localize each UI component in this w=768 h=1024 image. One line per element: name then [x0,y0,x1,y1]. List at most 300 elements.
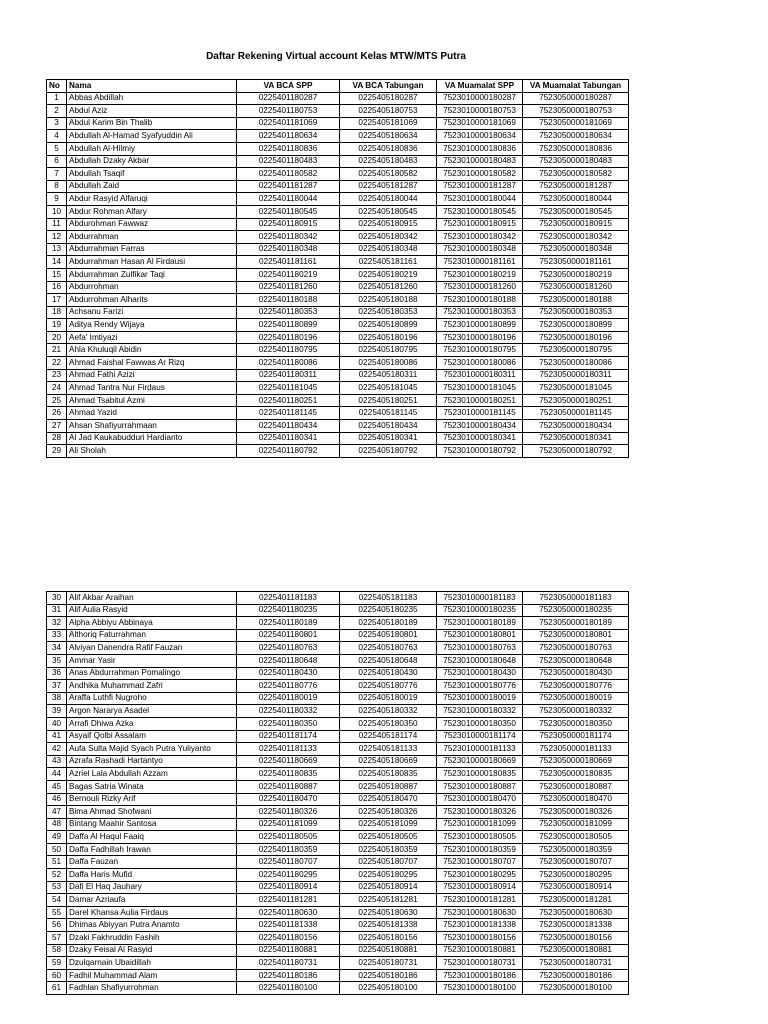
cell-va-muamalat-tabungan: 7523050000180795 [523,344,629,357]
cell-no: 40 [47,717,67,730]
cell-nama: Dzaky Feisal Al Rasyid [67,944,237,957]
cell-no: 36 [47,667,67,680]
cell-va-muamalat-tabungan: 7523050000181133 [523,743,629,756]
cell-va-muamalat-spp: 7523010000180915 [437,218,523,231]
table-header-row [47,80,629,93]
cell-va-muamalat-tabungan: 7523050000180251 [523,394,629,407]
cell-va-bca-spp: 0225401180188 [237,294,340,307]
table-row [47,642,629,655]
cell-no: 9 [47,193,67,206]
cell-va-bca-spp: 0225401180836 [237,142,340,155]
cell-nama: Ahsan Shafiyurrahmaan [67,420,237,433]
cell-va-bca-tabungan: 0225405180753 [340,105,437,118]
cell-va-bca-spp: 0225401180792 [237,445,340,458]
cell-va-bca-tabungan: 0225405181287 [340,180,437,193]
cell-va-muamalat-tabungan: 7523050000180505 [523,831,629,844]
cell-va-muamalat-spp: 7523010000180287 [437,92,523,105]
cell-va-muamalat-tabungan: 7523050000180219 [523,268,629,281]
cell-va-muamalat-tabungan: 7523050000180287 [523,92,629,105]
cell-va-bca-spp: 0225401181133 [237,743,340,756]
table-row [47,142,629,155]
cell-va-muamalat-spp: 7523010000180763 [437,642,523,655]
va-table-1 [46,79,629,458]
cell-nama: Abdur Rasyid Alfaruqi [67,193,237,206]
cell-va-bca-spp: 0225401180915 [237,218,340,231]
cell-no: 2 [47,105,67,118]
cell-no: 14 [47,256,67,269]
cell-va-muamalat-spp: 7523010000180545 [437,205,523,218]
cell-va-muamalat-spp: 7523010000180792 [437,445,523,458]
table-row [47,256,629,269]
cell-va-muamalat-tabungan: 7523050000181045 [523,382,629,395]
cell-va-bca-spp: 0225401180341 [237,432,340,445]
cell-nama: Abdul Karim Bin Thalib [67,117,237,130]
cell-va-bca-tabungan: 0225405180915 [340,218,437,231]
cell-va-muamalat-tabungan: 7523050000181287 [523,180,629,193]
cell-va-muamalat-spp: 7523010000181174 [437,730,523,743]
table-row [47,755,629,768]
cell-va-muamalat-tabungan: 7523050000180342 [523,231,629,244]
table-row [47,969,629,982]
cell-va-muamalat-spp: 7523010000180899 [437,319,523,332]
cell-va-bca-tabungan: 0225405180669 [340,755,437,768]
cell-va-bca-spp: 0225401181145 [237,407,340,420]
cell-va-bca-tabungan: 0225405181069 [340,117,437,130]
cell-no: 7 [47,168,67,181]
cell-va-bca-tabungan: 0225405180100 [340,982,437,995]
cell-va-muamalat-tabungan: 7523050000180186 [523,969,629,982]
cell-va-bca-spp: 0225401180326 [237,806,340,819]
cell-nama: Ahmad Yazid [67,407,237,420]
cell-va-muamalat-spp: 7523010000181069 [437,117,523,130]
cell-no: 5 [47,142,67,155]
table-row [47,294,629,307]
cell-va-muamalat-tabungan: 7523050000180235 [523,604,629,617]
table-row [47,268,629,281]
cell-no: 29 [47,445,67,458]
table-row [47,692,629,705]
cell-va-bca-tabungan: 0225405180189 [340,617,437,630]
cell-no: 20 [47,331,67,344]
cell-va-bca-tabungan: 0225405180196 [340,331,437,344]
cell-va-bca-spp: 0225401180634 [237,130,340,143]
cell-va-muamalat-spp: 7523010000180776 [437,680,523,693]
cell-va-bca-tabungan: 0225405181045 [340,382,437,395]
cell-va-muamalat-spp: 7523010000181133 [437,743,523,756]
cell-va-bca-tabungan: 0225405180341 [340,432,437,445]
page-title: Daftar Rekening Virtual account Kelas MTW/MTS Putra [206,51,466,62]
cell-va-bca-spp: 0225401181281 [237,894,340,907]
cell-va-bca-tabungan: 0225405180332 [340,705,437,718]
table-row [47,231,629,244]
cell-va-bca-tabungan: 0225405180156 [340,932,437,945]
cell-va-muamalat-spp: 7523010000181045 [437,382,523,395]
cell-va-bca-spp: 0225401180086 [237,357,340,370]
table-row [47,667,629,680]
cell-va-bca-tabungan: 0225405181183 [340,592,437,605]
cell-va-muamalat-tabungan: 7523050000180359 [523,843,629,856]
cell-no: 60 [47,969,67,982]
cell-va-bca-spp: 0225401180776 [237,680,340,693]
cell-no: 56 [47,919,67,932]
table-row [47,331,629,344]
cell-no: 37 [47,680,67,693]
cell-no: 47 [47,806,67,819]
cell-va-muamalat-tabungan: 7523050000180914 [523,881,629,894]
table-row [47,730,629,743]
cell-va-bca-spp: 0225401180887 [237,780,340,793]
cell-nama: Ahmad Faishal Fawwas Ar Rizq [67,357,237,370]
cell-nama: Fadhlan Shafiyurrohman [67,982,237,995]
cell-va-bca-tabungan: 0225405180836 [340,142,437,155]
cell-nama: Abdurrohman [67,281,237,294]
cell-no: 10 [47,205,67,218]
cell-va-bca-spp: 0225401180019 [237,692,340,705]
cell-va-muamalat-tabungan: 7523050000180434 [523,420,629,433]
cell-nama: Dzaki Fakhruddin Fashih [67,932,237,945]
cell-no: 24 [47,382,67,395]
cell-nama: Daffa Fadhillah Irawan [67,843,237,856]
cell-va-bca-tabungan: 0225405180342 [340,231,437,244]
cell-nama: Arrafi Dhiwa Azka [67,717,237,730]
table-row [47,193,629,206]
cell-nama: Alviyan Danendra Rafif Fauzan [67,642,237,655]
cell-va-muamalat-tabungan: 7523050000181183 [523,592,629,605]
cell-va-bca-tabungan: 0225405180019 [340,692,437,705]
table-row [47,407,629,420]
table-row [47,382,629,395]
cell-va-muamalat-spp: 7523010000180332 [437,705,523,718]
cell-va-bca-tabungan: 0225405180186 [340,969,437,982]
cell-va-bca-tabungan: 0225405180430 [340,667,437,680]
cell-va-bca-spp: 0225401181287 [237,180,340,193]
cell-va-muamalat-tabungan: 7523050000180887 [523,780,629,793]
cell-no: 12 [47,231,67,244]
table-row [47,420,629,433]
cell-va-muamalat-spp: 7523010000180836 [437,142,523,155]
cell-no: 19 [47,319,67,332]
cell-va-muamalat-tabungan: 7523050000180792 [523,445,629,458]
cell-va-muamalat-tabungan: 7523050000180915 [523,218,629,231]
header-no: No [47,80,67,93]
cell-va-muamalat-tabungan: 7523050000180100 [523,982,629,995]
cell-va-muamalat-tabungan: 7523050000180763 [523,642,629,655]
cell-va-muamalat-spp: 7523010000181099 [437,818,523,831]
cell-va-muamalat-tabungan: 7523050000180332 [523,705,629,718]
cell-va-bca-tabungan: 0225405180086 [340,357,437,370]
table-row [47,394,629,407]
cell-va-bca-tabungan: 0225405180582 [340,168,437,181]
cell-nama: Alif Akbar Araihan [67,592,237,605]
cell-va-bca-tabungan: 0225405181338 [340,919,437,932]
cell-va-muamalat-spp: 7523010000180801 [437,629,523,642]
cell-va-bca-spp: 0225401180753 [237,105,340,118]
header-nama: Nama [67,80,237,93]
cell-va-muamalat-tabungan: 7523050000180801 [523,629,629,642]
table-row [47,768,629,781]
cell-nama: Damar Azriaufa [67,894,237,907]
cell-nama: Aefa' Imtiyazi [67,331,237,344]
cell-no: 27 [47,420,67,433]
cell-va-muamalat-tabungan: 7523050000180731 [523,957,629,970]
table-row [47,155,629,168]
table-row [47,944,629,957]
cell-va-muamalat-spp: 7523010000180350 [437,717,523,730]
table-row [47,319,629,332]
table-row [47,205,629,218]
cell-no: 3 [47,117,67,130]
cell-va-muamalat-tabungan: 7523050000181069 [523,117,629,130]
cell-va-muamalat-spp: 7523010000180188 [437,294,523,307]
cell-nama: Daffa Haris Mufid [67,869,237,882]
cell-no: 17 [47,294,67,307]
cell-va-muamalat-spp: 7523010000180835 [437,768,523,781]
cell-va-bca-tabungan: 0225405180731 [340,957,437,970]
cell-va-muamalat-spp: 7523010000180219 [437,268,523,281]
cell-va-muamalat-spp: 7523010000180326 [437,806,523,819]
cell-va-muamalat-tabungan: 7523050000181338 [523,919,629,932]
cell-va-bca-tabungan: 0225405180188 [340,294,437,307]
cell-no: 51 [47,856,67,869]
table-row [47,130,629,143]
cell-va-bca-tabungan: 0225405180359 [340,843,437,856]
cell-va-bca-tabungan: 0225405180545 [340,205,437,218]
cell-no: 30 [47,592,67,605]
cell-nama: Ahmad Fathi Azizi [67,369,237,382]
cell-va-muamalat-tabungan: 7523050000181281 [523,894,629,907]
cell-no: 39 [47,705,67,718]
cell-nama: Dhimas Abiyyan Putra Anamto [67,919,237,932]
cell-va-muamalat-spp: 7523010000180086 [437,357,523,370]
cell-va-bca-spp: 0225401181069 [237,117,340,130]
cell-va-bca-tabungan: 0225405181174 [340,730,437,743]
cell-nama: Andhika Muhammad Zafri [67,680,237,693]
table-row [47,717,629,730]
cell-va-muamalat-tabungan: 7523050000180776 [523,680,629,693]
cell-va-bca-spp: 0225401180359 [237,843,340,856]
cell-va-bca-spp: 0225401180219 [237,268,340,281]
cell-nama: Aufa Sulta Majid Syach Putra Yuliyanto [67,743,237,756]
cell-va-bca-tabungan: 0225405180887 [340,780,437,793]
cell-nama: Bernouli Rizky Arif [67,793,237,806]
cell-va-muamalat-spp: 7523010000181145 [437,407,523,420]
cell-va-muamalat-tabungan: 7523050000180044 [523,193,629,206]
cell-va-bca-tabungan: 0225405180881 [340,944,437,957]
table-row [47,281,629,294]
cell-nama: Abdurrahman Farras [67,243,237,256]
cell-va-bca-spp: 0225401180669 [237,755,340,768]
cell-no: 22 [47,357,67,370]
cell-va-muamalat-tabungan: 7523050000180019 [523,692,629,705]
cell-va-muamalat-spp: 7523010000180434 [437,420,523,433]
cell-va-bca-spp: 0225401181161 [237,256,340,269]
cell-va-muamalat-tabungan: 7523050000180669 [523,755,629,768]
cell-nama: Ahmad Tantra Nur Firdaus [67,382,237,395]
cell-va-bca-tabungan: 0225405180251 [340,394,437,407]
cell-va-bca-spp: 0225401180196 [237,331,340,344]
table-row [47,180,629,193]
cell-va-bca-tabungan: 0225405180795 [340,344,437,357]
table-row [47,818,629,831]
table-row [47,680,629,693]
cell-nama: Abdullah Al-Hamad Syafyuddin Ali [67,130,237,143]
cell-no: 8 [47,180,67,193]
cell-va-muamalat-tabungan: 7523050000181099 [523,818,629,831]
cell-va-muamalat-tabungan: 7523050000180430 [523,667,629,680]
cell-va-muamalat-tabungan: 7523050000180483 [523,155,629,168]
cell-va-muamalat-spp: 7523010000180019 [437,692,523,705]
cell-va-bca-tabungan: 0225405180483 [340,155,437,168]
table-row [47,919,629,932]
cell-va-bca-tabungan: 0225405181099 [340,818,437,831]
cell-va-muamalat-spp: 7523010000180430 [437,667,523,680]
cell-va-bca-spp: 0225401180835 [237,768,340,781]
cell-nama: Daffa Fauzan [67,856,237,869]
cell-va-muamalat-tabungan: 7523050000180707 [523,856,629,869]
cell-no: 50 [47,843,67,856]
cell-nama: Ali Sholah [67,445,237,458]
cell-va-muamalat-tabungan: 7523050000181161 [523,256,629,269]
cell-nama: Ammar Yasir [67,654,237,667]
cell-no: 34 [47,642,67,655]
table-row [47,445,629,458]
table-row [47,869,629,882]
table-row [47,243,629,256]
cell-va-muamalat-spp: 7523010000180341 [437,432,523,445]
cell-va-muamalat-spp: 7523010000181260 [437,281,523,294]
table-row [47,831,629,844]
cell-va-bca-spp: 0225401180881 [237,944,340,957]
table-row [47,306,629,319]
cell-va-muamalat-tabungan: 7523050000180348 [523,243,629,256]
cell-no: 31 [47,604,67,617]
cell-va-bca-spp: 0225401181338 [237,919,340,932]
table-row [47,705,629,718]
cell-va-muamalat-spp: 7523010000180731 [437,957,523,970]
cell-va-muamalat-spp: 7523010000181161 [437,256,523,269]
cell-va-bca-tabungan: 0225405181145 [340,407,437,420]
cell-va-bca-spp: 0225401180100 [237,982,340,995]
cell-va-bca-tabungan: 0225405180350 [340,717,437,730]
cell-va-bca-tabungan: 0225405180899 [340,319,437,332]
cell-nama: Argon Nararya Asadel [67,705,237,718]
cell-nama: Abdurrahman [67,231,237,244]
cell-va-muamalat-spp: 7523010000181338 [437,919,523,932]
cell-va-bca-spp: 0225401180795 [237,344,340,357]
cell-va-bca-tabungan: 0225405180348 [340,243,437,256]
cell-va-bca-spp: 0225401180545 [237,205,340,218]
cell-va-bca-spp: 0225401180470 [237,793,340,806]
cell-no: 16 [47,281,67,294]
cell-va-bca-tabungan: 0225405180792 [340,445,437,458]
cell-va-bca-spp: 0225401180156 [237,932,340,945]
cell-va-bca-spp: 0225401180763 [237,642,340,655]
cell-no: 49 [47,831,67,844]
cell-va-muamalat-tabungan: 7523050000180188 [523,294,629,307]
cell-nama: Ahmad Tsabitul Azmi [67,394,237,407]
table-row [47,92,629,105]
cell-no: 1 [47,92,67,105]
cell-va-muamalat-spp: 7523010000181183 [437,592,523,605]
cell-va-muamalat-spp: 7523010000180887 [437,780,523,793]
cell-va-muamalat-tabungan: 7523050000180326 [523,806,629,819]
cell-va-muamalat-tabungan: 7523050000180634 [523,130,629,143]
cell-nama: Dzulqarnain Ubaidillah [67,957,237,970]
header-va-muamalat-tabungan: VA Muamalat Tabungan [523,80,629,93]
cell-nama: Al Jad Kaukabudduri Hardianto [67,432,237,445]
table-row [47,957,629,970]
table-row [47,843,629,856]
cell-va-bca-tabungan: 0225405180219 [340,268,437,281]
cell-va-bca-spp: 0225401181260 [237,281,340,294]
cell-va-muamalat-tabungan: 7523050000181174 [523,730,629,743]
cell-nama: Alif Aulia Rasyid [67,604,237,617]
cell-no: 41 [47,730,67,743]
cell-va-muamalat-spp: 7523010000180630 [437,906,523,919]
cell-va-bca-spp: 0225401180342 [237,231,340,244]
table-row [47,743,629,756]
cell-va-bca-tabungan: 0225405180505 [340,831,437,844]
cell-nama: Aditya Rendy Wijaya [67,319,237,332]
table-row [47,344,629,357]
cell-va-bca-tabungan: 0225405180235 [340,604,437,617]
cell-va-bca-spp: 0225401180707 [237,856,340,869]
cell-va-bca-spp: 0225401180311 [237,369,340,382]
cell-nama: Bagas Satria Winata [67,780,237,793]
cell-va-bca-spp: 0225401180505 [237,831,340,844]
table-row [47,906,629,919]
cell-no: 35 [47,654,67,667]
cell-no: 13 [47,243,67,256]
table-row [47,604,629,617]
cell-va-bca-spp: 0225401180287 [237,92,340,105]
cell-no: 18 [47,306,67,319]
cell-va-muamalat-spp: 7523010000180470 [437,793,523,806]
table-row [47,168,629,181]
cell-nama: Bintang Maahir Santosa [67,818,237,831]
cell-va-muamalat-tabungan: 7523050000180630 [523,906,629,919]
cell-va-muamalat-spp: 7523010000180753 [437,105,523,118]
cell-no: 23 [47,369,67,382]
header-va-bca-spp: VA BCA SPP [237,80,340,93]
cell-va-muamalat-spp: 7523010000180189 [437,617,523,630]
cell-va-muamalat-spp: 7523010000180914 [437,881,523,894]
cell-va-bca-spp: 0225401180434 [237,420,340,433]
cell-va-bca-spp: 0225401180044 [237,193,340,206]
cell-va-bca-spp: 0225401180483 [237,155,340,168]
cell-va-bca-tabungan: 0225405180648 [340,654,437,667]
cell-nama: Abdurrahman Zulfikar Taqi [67,268,237,281]
cell-no: 48 [47,818,67,831]
cell-va-bca-spp: 0225401180801 [237,629,340,642]
cell-va-muamalat-spp: 7523010000180648 [437,654,523,667]
cell-va-muamalat-tabungan: 7523050000180189 [523,617,629,630]
cell-va-bca-spp: 0225401180189 [237,617,340,630]
cell-no: 44 [47,768,67,781]
cell-va-muamalat-spp: 7523010000180582 [437,168,523,181]
cell-va-muamalat-spp: 7523010000181281 [437,894,523,907]
cell-va-bca-spp: 0225401180350 [237,717,340,730]
cell-no: 25 [47,394,67,407]
table-row [47,894,629,907]
cell-no: 45 [47,780,67,793]
cell-nama: Abdul Aziz [67,105,237,118]
cell-va-bca-tabungan: 0225405181260 [340,281,437,294]
va-table-2 [46,591,629,995]
cell-va-muamalat-spp: 7523010000180342 [437,231,523,244]
cell-va-bca-tabungan: 0225405180295 [340,869,437,882]
cell-no: 43 [47,755,67,768]
